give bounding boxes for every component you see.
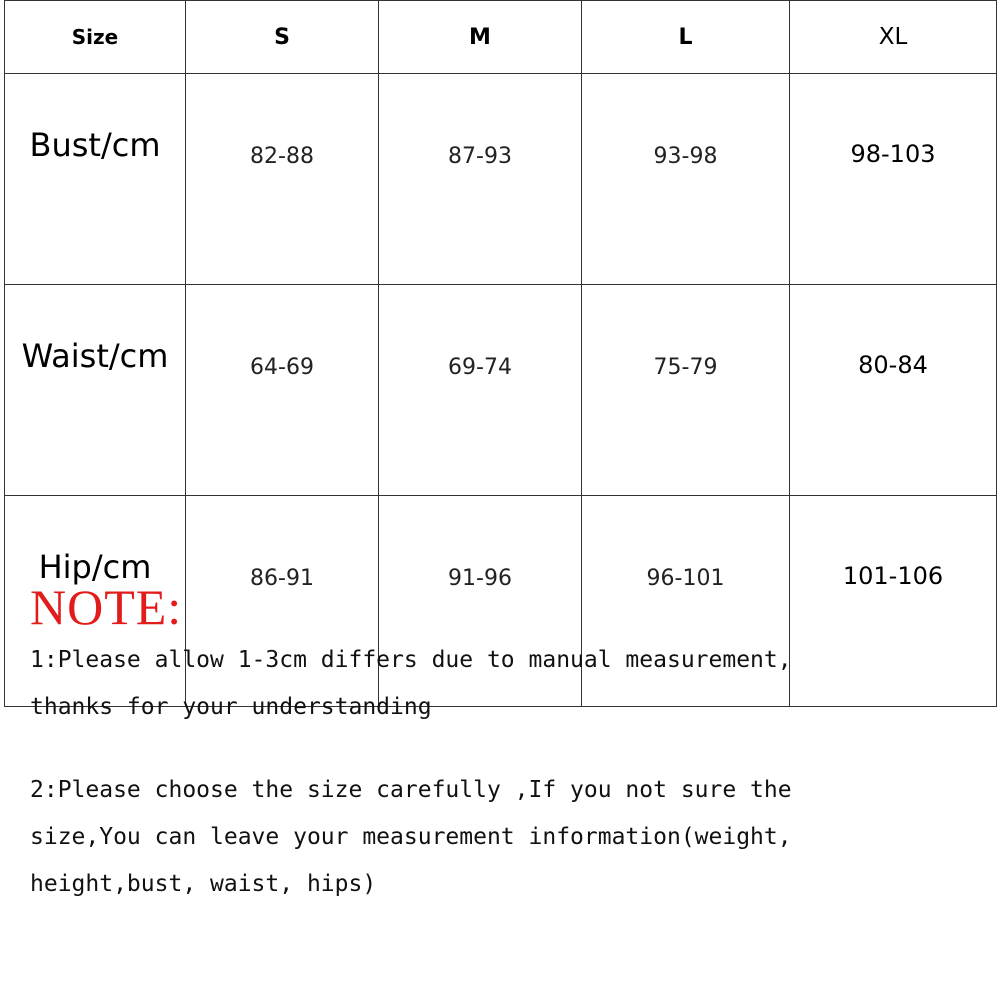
waist-s: 64-69	[186, 285, 379, 496]
waist-xl: 80-84	[790, 285, 997, 496]
table-row-bust	[5, 74, 997, 285]
row-label-hip: Hip/cm	[5, 496, 186, 707]
header-size: Size	[5, 1, 186, 74]
bust-s: 82-88	[186, 74, 379, 285]
header-m: M	[379, 1, 582, 74]
note-title: NOTE:	[30, 579, 183, 635]
waist-l: 75-79	[582, 285, 790, 496]
hip-s: 86-91	[186, 496, 379, 707]
table-row-waist	[5, 285, 997, 496]
note-line-1: 1:Please allow 1-3cm differs due to manual measurement,	[30, 647, 792, 673]
header-s: S	[186, 1, 379, 74]
row-label-waist: Waist/cm	[5, 285, 186, 496]
note-line-5: height,bust, waist, hips)	[30, 871, 377, 897]
note-line-3: 2:Please choose the size carefully ,If you not sure the	[30, 777, 792, 803]
row-label-bust: Bust/cm	[5, 74, 186, 285]
header-row	[5, 1, 997, 74]
header-xl: XL	[790, 1, 997, 74]
hip-xl: 101-106	[790, 496, 997, 707]
bust-xl: 98-103	[790, 74, 997, 285]
hip-m: 91-96	[379, 496, 582, 707]
note-line-4: size,You can leave your measurement information(weight,	[30, 824, 792, 850]
bust-m: 87-93	[379, 74, 582, 285]
bust-l: 93-98	[582, 74, 790, 285]
waist-m: 69-74	[379, 285, 582, 496]
note-line-2: thanks for your understanding	[30, 694, 432, 720]
header-l: L	[582, 1, 790, 74]
hip-l: 96-101	[582, 496, 790, 707]
